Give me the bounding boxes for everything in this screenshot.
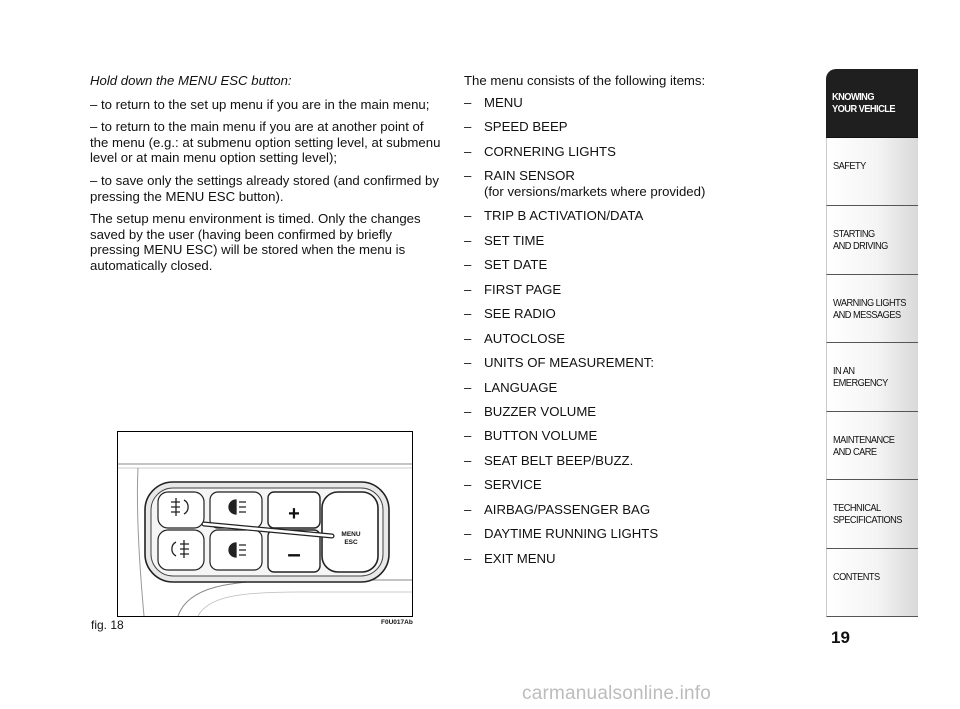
menu-item-list [464,95,794,567]
tab-starting-and-driving[interactable] [826,206,918,275]
plus-label: + [288,503,300,525]
paragraph: – to return to the set up menu if you are in the main menu; [90,96,430,112]
dash: – [464,501,472,517]
list-item [464,282,794,298]
list-item-label: MENU [484,94,523,110]
list-item-label: BUZZER VOLUME [484,404,597,419]
tab-knowing-your-vehicle[interactable] [826,69,918,138]
list-item [464,168,794,199]
list-item-label: DAYTIME RUNNING LIGHTS [484,526,659,542]
list-item [464,428,794,444]
dash: – [464,143,472,159]
dash: – [464,379,472,395]
list-item [464,208,794,224]
dash: – [464,94,472,110]
page-number: 19 [831,628,850,647]
dashboard-illustration [118,432,412,616]
list-item-label: BUTTON VOLUME [484,428,598,444]
chapter-sidebar [826,69,918,617]
list-item-label: AIRBAG/PASSENGER BAG [484,501,651,517]
list-item [464,95,794,111]
tab-label: STARTING AND DRIVING [833,228,888,252]
list-item-label: EXIT MENU [484,550,556,566]
menu-label: MENU [341,531,361,538]
tab-label: TECHNICAL SPECIFICATIONS [833,502,902,526]
dash: – [464,119,472,135]
list-item-label: CORNERING LIGHTS [484,143,616,159]
list-item [464,404,794,420]
list-item [464,306,794,322]
tab-maintenance-and-care[interactable] [826,412,918,481]
tab-label: IN AN EMERGENCY [833,365,888,389]
tab-label: WARNING LIGHTS AND MESSAGES [833,296,906,321]
dash: – [464,477,472,493]
menu-items-intro: The menu consists of the following items: [464,73,706,88]
list-item [464,526,794,542]
tab-warning-lights[interactable] [826,275,918,344]
list-item [464,380,794,396]
dash: – [464,428,472,444]
list-item-label: SEE RADIO [484,306,556,322]
tab-safety[interactable] [826,138,918,207]
dash: – [464,306,472,322]
list-item-label: RAIN SENSOR [484,168,575,184]
list-item-label: SERVICE [484,477,542,493]
list-item [464,233,794,249]
list-item-label: LANGUAGE [484,379,558,395]
list-item-label: FIRST PAGE [484,281,562,297]
watermark: carmanualsonline.info [522,683,712,704]
list-item [464,453,794,469]
list-item-label: SET DATE [484,257,548,273]
figure-code: F0U017Ab [381,619,413,626]
list-item [464,551,794,567]
list-item [464,355,794,371]
esc-label: ESC [344,539,358,546]
dash: – [464,526,472,542]
tab-label: KNOWING YOUR VEHICLE [832,91,895,115]
list-item-label: TRIP B ACTIVATION/DATA [484,208,644,224]
dash: – [464,550,472,566]
tab-label: MAINTENANCE AND CARE [833,433,895,458]
tab-label: SAFETY [833,159,866,172]
list-item [464,144,794,160]
dash: – [464,355,472,371]
figure-caption: fig. 18 [91,618,124,632]
list-item [464,119,794,135]
dash: – [464,330,472,346]
paragraph: – to return to the main menu if you are at another point of the menu (e.g.: at submenu option setting level, at submenu level or at main menu option setting level); [90,119,441,166]
rain-sensor-note: (for versions/markets where provided) [484,183,706,199]
tab-label: CONTENTS [833,570,880,583]
list-item [464,331,794,347]
dash: – [464,232,472,248]
dash: – [464,257,472,273]
tab-in-an-emergency[interactable] [826,343,918,412]
minus-label: – [287,541,301,568]
rear-fog-light-button [158,492,204,528]
tab-contents[interactable] [826,549,918,618]
dash: – [464,404,472,419]
menu-esc-instruction: Hold down the MENU ESC button: [90,73,292,88]
paragraph: – to save only the settings already stored (and confirmed by pressing the MENU ESC button). [90,172,439,204]
dash: – [464,168,472,184]
dash: – [464,452,472,468]
list-item-label: SPEED BEEP [484,119,568,135]
paragraph: The setup menu environment is timed. Only the changes saved by the user (having been confirmed by briefly pressing MENU ESC) will be stored when the menu is automatically closed. [90,211,421,273]
front-fog-light-button [158,530,204,570]
dashboard-button-figure [117,431,413,617]
list-item [464,477,794,493]
list-item [464,502,794,518]
dash: – [464,208,472,224]
left-column [90,73,442,281]
tab-technical-specifications[interactable] [826,480,918,549]
list-item [464,257,794,273]
list-item-label: AUTOCLOSE [484,330,566,346]
list-item-label: SEAT BELT BEEP/BUZZ. [484,452,634,468]
right-column [464,73,794,575]
list-item-label: UNITS OF MEASUREMENT: [484,355,654,371]
dash: – [464,281,472,297]
list-item-label: SET TIME [484,232,545,248]
